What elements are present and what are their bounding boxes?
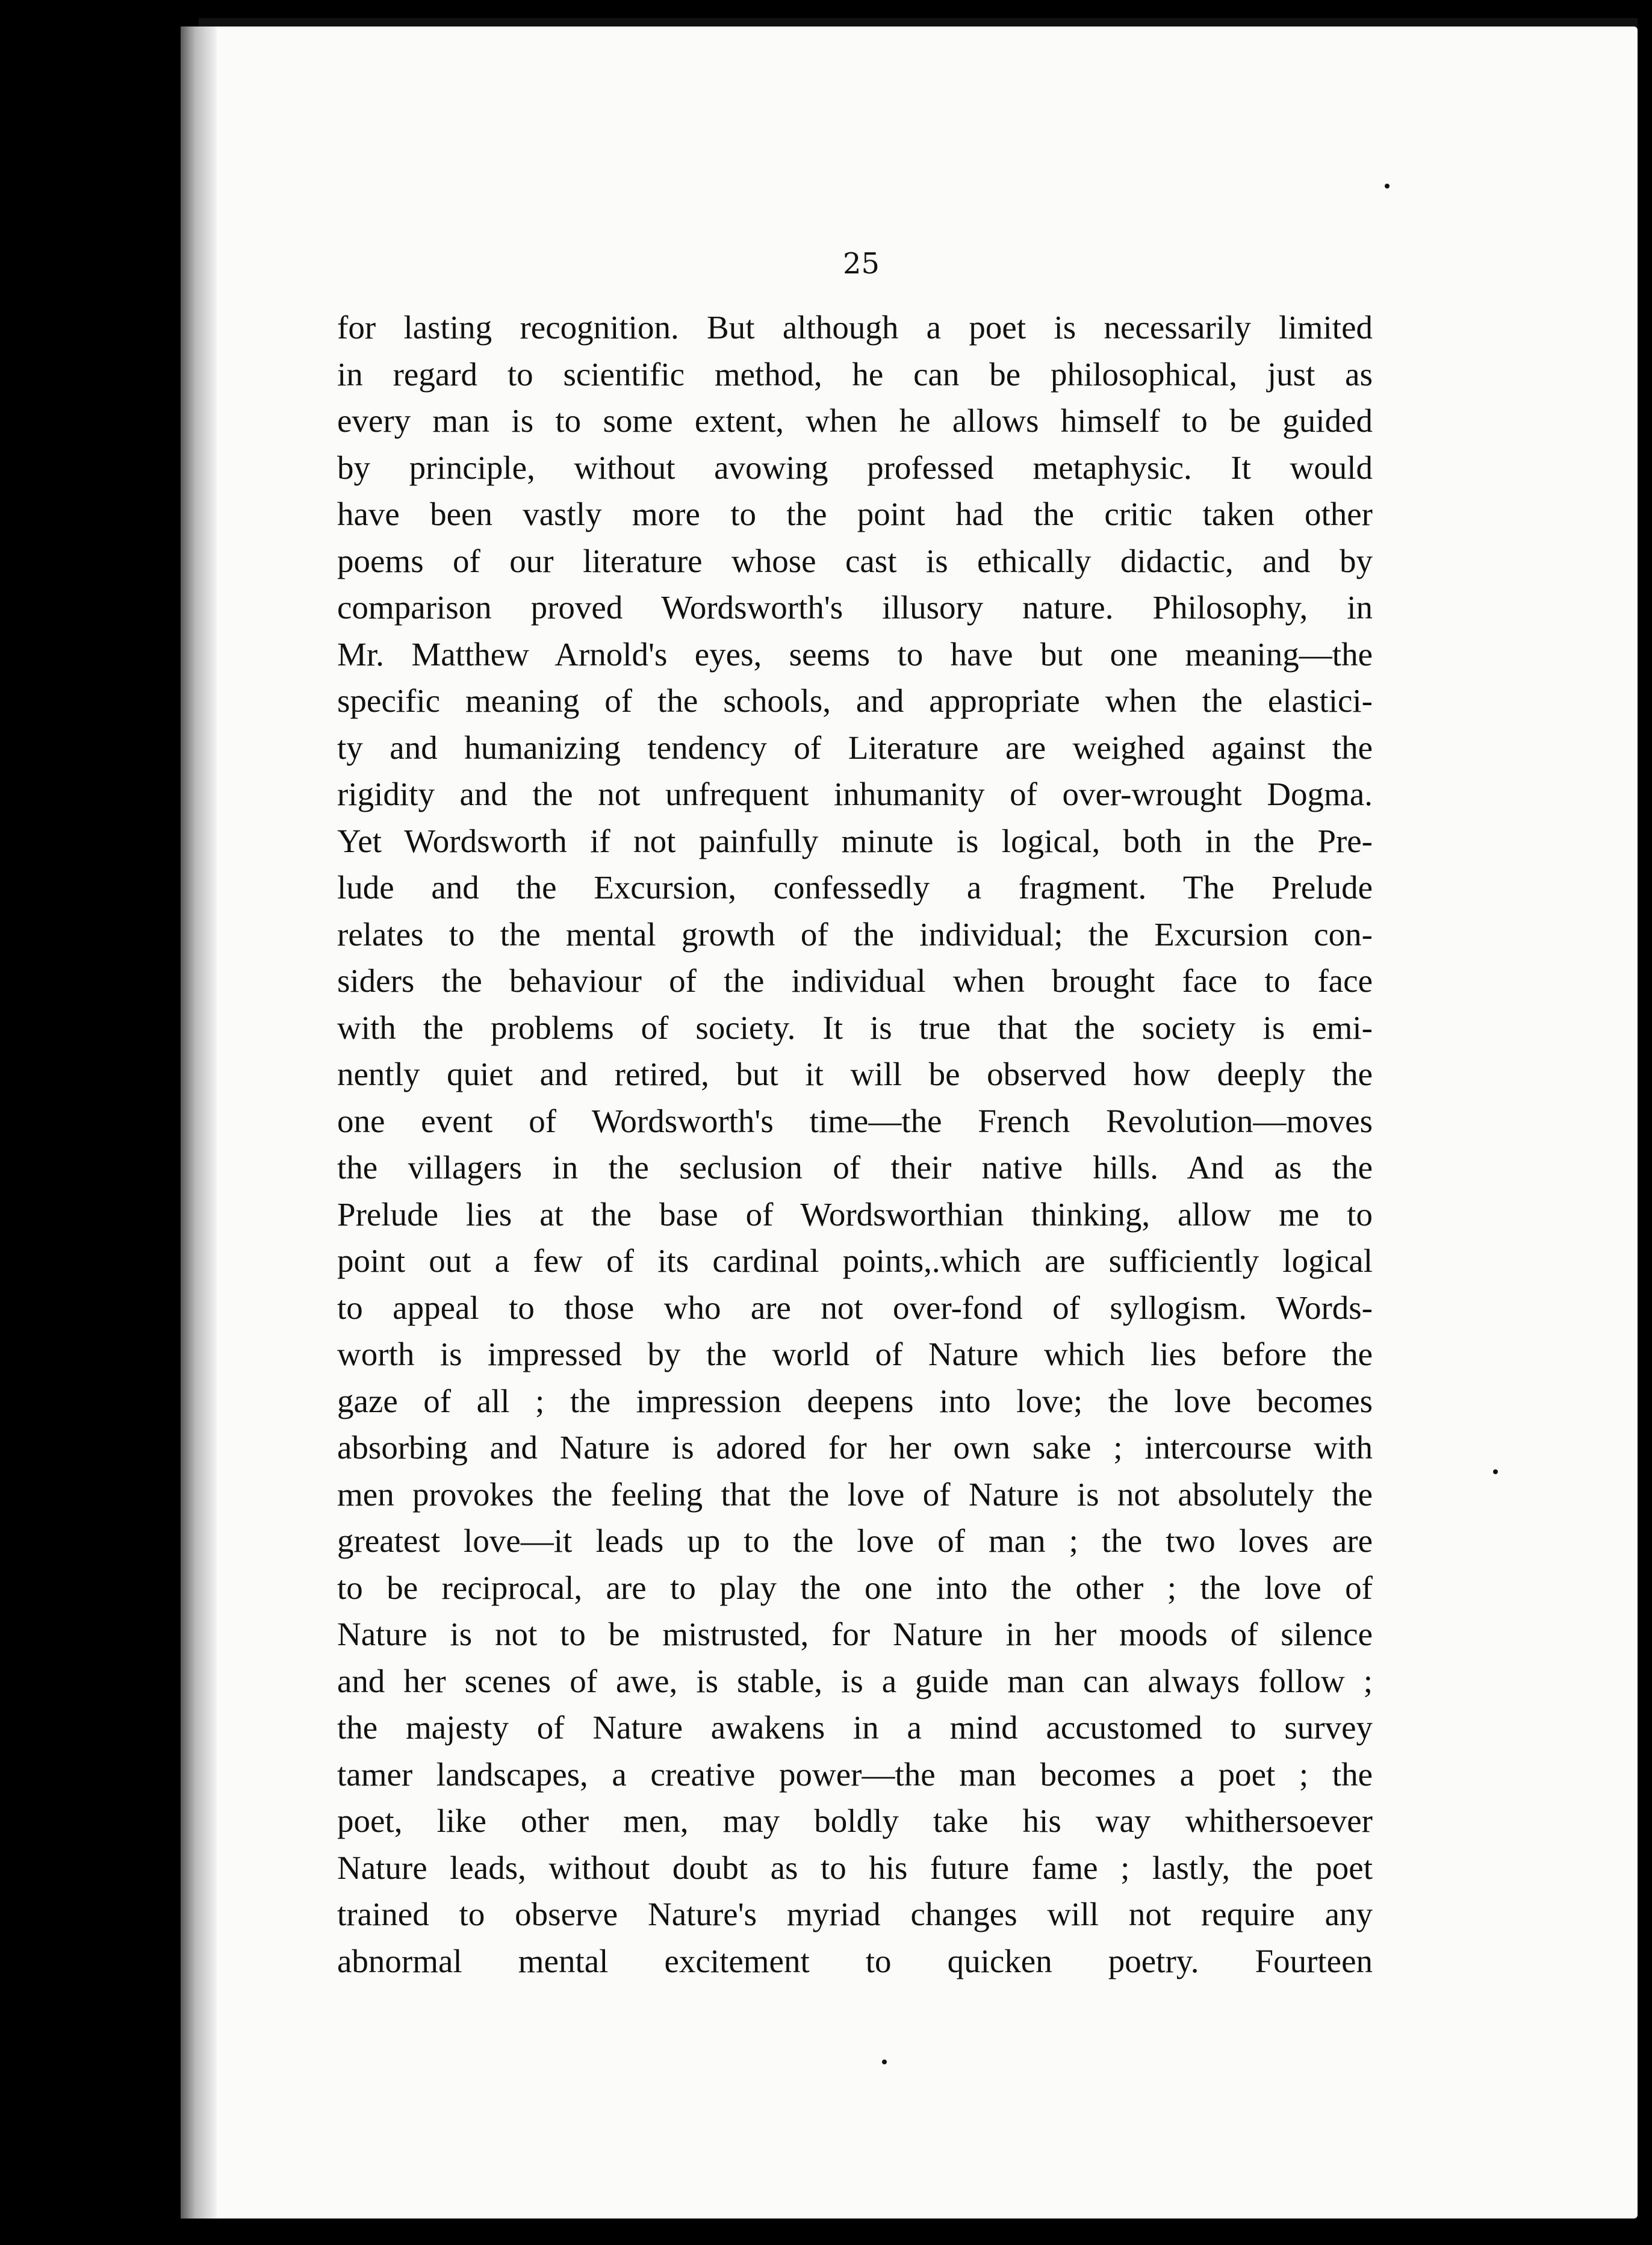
text-line: lude and the Excursion, confessedly a fragment. The Prelude [337, 869, 1373, 906]
text-line: to appeal to those who are not over-fond of syllogism. Words- [337, 1289, 1373, 1326]
text-line: Nature leads, without doubt as to his future fame ; lastly, the poet [337, 1849, 1373, 1886]
speck [1385, 184, 1390, 188]
text-line: and her scenes of awe, is stable, is a guide man can always follow ; [337, 1662, 1373, 1699]
text-line: the majesty of Nature awakens in a mind accustomed to survey [337, 1709, 1373, 1746]
text-line: relates to the mental growth of the individual; the Excursion con- [337, 915, 1373, 953]
text-line: with the problems of society. It is true that the society is emi- [337, 1009, 1373, 1046]
text-line: every man is to some extent, when he allows himself to be guided [337, 402, 1373, 439]
text-line: gaze of all ; the impression deepens into love; the love becomes [337, 1382, 1373, 1419]
text-line: in regard to scientific method, he can be philosophical, just as [337, 355, 1373, 393]
text-line: rigidity and the not unfrequent inhumanity of over-wrought Dogma. [337, 776, 1373, 812]
speck [882, 2060, 887, 2064]
text-line: to be reciprocal, are to play the one into the other ; the love of [337, 1569, 1373, 1606]
text-line: point out a few of its cardinal points,.which are sufficiently logical [337, 1242, 1373, 1279]
text-line: nently quiet and retired, but it will be observed how deeply the [337, 1056, 1373, 1092]
page-number: 25 [843, 247, 880, 281]
text-line: greatest love—it leads up to the love of man ; the two loves are [337, 1522, 1373, 1559]
text-line: ty and humanizing tendency of Literature are weighed against the [337, 729, 1373, 766]
text-line: siders the behaviour of the individual when brought face to face [337, 962, 1373, 999]
text-line: Yet Wordsworth if not painfully minute is logical, both in the Pre- [337, 822, 1373, 859]
text-line: abnormal mental excitement to quicken poetry. Fourteen [337, 1942, 1373, 1979]
text-line: men provokes the feeling that the love of Nature is not absolutely the [337, 1475, 1373, 1513]
text-line: Prelude lies at the base of Wordsworthian thinking, allow me to [337, 1195, 1373, 1233]
text-line: trained to observe Nature's myriad changes will not require any [337, 1896, 1373, 1932]
text-line: Mr. Matthew Arnold's eyes, seems to have but one meaning—the [337, 635, 1373, 673]
text-line: Nature is not to be mistrusted, for Nature in her moods of silence [337, 1616, 1373, 1652]
text-line: comparison proved Wordsworth's illusory nature. Philosophy, in [337, 589, 1373, 626]
text-line: worth is impressed by the world of Nature which lies before the [337, 1336, 1373, 1372]
text-line: one event of Wordsworth's time—the French Revolution—moves [337, 1102, 1373, 1139]
body-text [337, 304, 1373, 1984]
text-line: absorbing and Nature is adored for her own sake ; intercourse with [337, 1429, 1373, 1466]
text-line: poet, like other men, may boldly take his way whithersoever [337, 1802, 1373, 1839]
text-line: have been vastly more to the point had the critic taken other [337, 496, 1373, 532]
speck [1493, 1469, 1498, 1474]
text-line: for lasting recognition. But although a poet is necessarily limited [337, 309, 1373, 346]
text-line: specific meaning of the schools, and appropriate when the elastici- [337, 682, 1373, 719]
text-line: tamer landscapes, a creative power—the man becomes a poet ; the [337, 1755, 1373, 1793]
binding-gutter [181, 26, 217, 2219]
text-line: the villagers in the seclusion of their native hills. And as the [337, 1149, 1373, 1186]
text-line: poems of our literature whose cast is ethically didactic, and by [337, 542, 1373, 579]
text-line: by principle, without avowing professed metaphysic. It would [337, 449, 1373, 486]
